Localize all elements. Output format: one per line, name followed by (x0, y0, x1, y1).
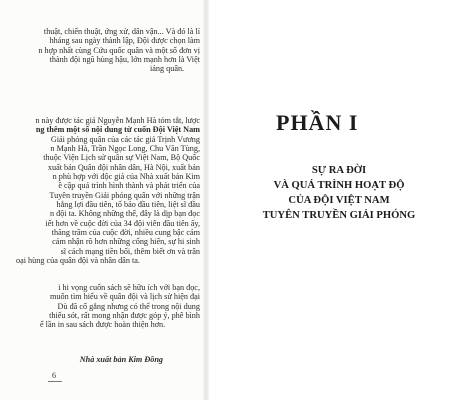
part-heading: PHẦN I (276, 110, 359, 135)
left-page (0, 0, 205, 400)
text-line: xuất bản Quân đội nhân dân, Hà Nội, xuất bản (47, 162, 200, 172)
right-page (209, 0, 416, 400)
text-line: n đội ta. Không những thế, đây là dịp bạn đọc (50, 209, 200, 219)
text-line: muốn tìm hiểu về quân đội và lịch sử hiện đại (50, 292, 200, 302)
text-line: n phù hợp với độc giả của Nhà xuất bản Kim (52, 172, 200, 182)
text-line: ề cập quá trình hình thành và phát triển của (58, 181, 200, 191)
text-line: thuộc Viện Lịch sử quân sự Việt Nam, Bộ Quốc (43, 153, 200, 163)
chapter-title (209, 163, 469, 223)
title-line: VÀ QUÁ TRÌNH HOẠT ĐỘ (273, 180, 405, 191)
text-line: oại hùng của quân đội và nhân dân ta. (16, 256, 140, 266)
paragraph-3 (0, 283, 200, 330)
text-line: sĩ cách mạng tiền bối, thêm biết ơn và trân (60, 246, 200, 256)
text-line: Tuyên truyền Giải phóng quân với những trận (49, 190, 200, 200)
publisher-signature: Nhà xuất bản Kim Đồng (79, 355, 163, 364)
text-line: hắng lợi đầu tiên, tổ bảo đầu tiên, liệt sĩ đầu (56, 200, 200, 210)
text-line: n hợp nhất cùng Cứu quốc quân và một số đơn vị (38, 45, 200, 55)
text-line: Giải phóng quân của các tác giả Trịnh Vương (50, 134, 200, 144)
text-line: hháng sau ngày thành lập, Đội được chọn làm (49, 36, 200, 46)
text-line: ng thêm một số nội dung từ cuốn Đội Việt Nam (35, 125, 200, 135)
title-line: SỰ RA ĐỜI (311, 165, 367, 176)
title-line: TUYÊN TRUYỀN GIẢI PHÓNG (262, 210, 416, 221)
paragraph-2 (0, 116, 200, 266)
text-line: iết hơn về cuộc đời của 34 đội viên đầu tiên ấy, (45, 218, 200, 228)
text-line: thăng trầm của cuộc đời, nhiều cung bậc cảm (51, 228, 200, 238)
text-line: n Mạnh Hà, Trần Ngọc Long, Chu Văn Tùng, (50, 144, 200, 154)
paragraph-1 (0, 27, 200, 74)
text-line: Dù đã cố gắng nhưng có thể trong nội dung (57, 301, 200, 311)
text-line: n này được tác giả Nguyễn Mạnh Hà tóm tắt, lược (35, 116, 200, 125)
text-line: ể lần in sau sách được hoàn thiện hơn. (40, 320, 166, 330)
text-line: thành đội ngũ hùng hậu, lớn mạnh hơn là Việt (49, 55, 200, 65)
page-number: 6 (52, 371, 56, 380)
text-line: thiếu sót, rất mong nhận được góp ý, phê bình (49, 311, 200, 321)
title-line: CỦA ĐỘI VIỆT NAM (288, 195, 390, 206)
text-line: cảm nhận rõ hơn những cống hiến, sự hi sinh (52, 237, 200, 247)
text-line: i hi vọng cuốn sách sẽ hữu ích với bạn đọc, (58, 283, 200, 292)
text-line: thuật, chiến thuật, ứng xử, dân vận... Và đó là lí (43, 27, 200, 36)
page-number-divider (48, 381, 62, 382)
text-line: iảng quân. (150, 64, 185, 74)
